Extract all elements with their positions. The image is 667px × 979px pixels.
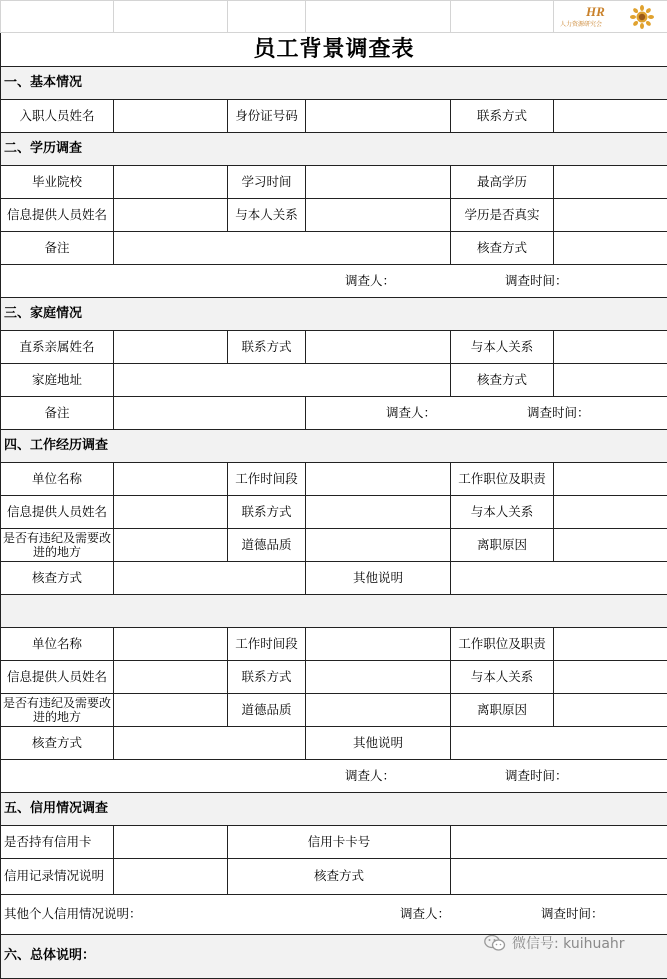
- label-credit-verify: 核查方式: [228, 859, 451, 895]
- input-other[interactable]: [451, 562, 667, 595]
- label-investigator: 调查人：: [1, 265, 451, 298]
- label-degree-true: 学历是否真实: [451, 199, 554, 232]
- input-informant[interactable]: [114, 199, 228, 232]
- label-violation: 是否有违纪及需要改进的地方: [1, 529, 114, 562]
- label-has-card: 是否持有信用卡: [1, 826, 114, 859]
- logo-subtitle: 人力资源研究会: [560, 19, 602, 28]
- label-other: 其他说明: [306, 727, 451, 760]
- page-title: 员工背景调查表: [1, 33, 667, 67]
- input-work-contact[interactable]: [306, 661, 451, 694]
- label-company: 单位名称: [1, 628, 114, 661]
- input-position[interactable]: [554, 463, 667, 496]
- cell[interactable]: [451, 1, 554, 33]
- label-family-verify: 核查方式: [451, 364, 554, 397]
- input-highest-degree[interactable]: [554, 166, 667, 199]
- label-credit-investigate-time: 调查时间：: [451, 895, 667, 935]
- label-morality: 道德品质: [228, 529, 306, 562]
- watermark: [484, 932, 625, 954]
- label-work-informant: 信息提供人员姓名: [1, 496, 114, 529]
- input-position[interactable]: [554, 628, 667, 661]
- label-family-contact: 联系方式: [228, 331, 306, 364]
- label-study-time: 学习时间: [228, 166, 306, 199]
- label-name: 入职人员姓名: [1, 100, 114, 133]
- section-header-summary: 六、总体说明：: [1, 935, 667, 979]
- input-verify-method[interactable]: [554, 232, 667, 265]
- section-header-family: 三、家庭情况: [1, 298, 667, 331]
- label-remark: 备注: [1, 232, 114, 265]
- input-work-contact[interactable]: [306, 496, 451, 529]
- label-company: 单位名称: [1, 463, 114, 496]
- input-family-verify[interactable]: [554, 364, 667, 397]
- input-work-relation[interactable]: [554, 661, 667, 694]
- logo: [558, 4, 658, 30]
- label-period: 工作时间段: [228, 628, 306, 661]
- input-work-informant[interactable]: [114, 496, 228, 529]
- label-address: 家庭地址: [1, 364, 114, 397]
- cell[interactable]: [306, 1, 451, 33]
- label-highest-degree: 最高学历: [451, 166, 554, 199]
- input-family-relation[interactable]: [554, 331, 667, 364]
- label-credit-investigator: 调查人：: [306, 895, 451, 935]
- label-school: 毕业院校: [1, 166, 114, 199]
- input-work-verify[interactable]: [114, 727, 306, 760]
- input-study-time[interactable]: [306, 166, 451, 199]
- label-work-investigate-time: 调查时间：: [451, 760, 667, 793]
- label-position: 工作职位及职责: [451, 628, 554, 661]
- logo-text: HR: [586, 4, 605, 20]
- label-period: 工作时间段: [228, 463, 306, 496]
- section-header-basic: 一、基本情况: [1, 67, 667, 100]
- input-has-card[interactable]: [114, 826, 228, 859]
- label-family-remark: 备注: [1, 397, 114, 430]
- label-relative-name: 直系亲属姓名: [1, 331, 114, 364]
- input-leave-reason[interactable]: [554, 694, 667, 727]
- input-work-informant[interactable]: [114, 661, 228, 694]
- label-id-number: 身份证号码: [228, 100, 306, 133]
- label-position: 工作职位及职责: [451, 463, 554, 496]
- section-header-credit: 五、信用情况调查: [1, 793, 667, 826]
- input-relation[interactable]: [306, 199, 451, 232]
- input-violation[interactable]: [114, 694, 228, 727]
- label-credit-record: 信用记录情况说明: [1, 859, 114, 895]
- label-card-no: 信用卡卡号: [228, 826, 451, 859]
- input-contact[interactable]: [554, 100, 667, 133]
- section-header-education: 二、学历调查: [1, 133, 667, 166]
- label-family-investigate-time: 调查时间：: [451, 397, 667, 430]
- input-violation[interactable]: [114, 529, 228, 562]
- cell[interactable]: [228, 1, 306, 33]
- label-work-contact: 联系方式: [228, 496, 306, 529]
- input-work-relation[interactable]: [554, 496, 667, 529]
- label-work-investigator: 调查人：: [1, 760, 451, 793]
- wechat-icon: [484, 934, 506, 952]
- input-card-no[interactable]: [451, 826, 667, 859]
- label-work-verify: 核查方式: [1, 562, 114, 595]
- input-family-remark[interactable]: [114, 397, 306, 430]
- label-family-relation: 与本人关系: [451, 331, 554, 364]
- input-address[interactable]: [114, 364, 451, 397]
- watermark-text: 微信号: kuihuahr: [512, 933, 625, 953]
- input-degree-true[interactable]: [554, 199, 667, 232]
- label-work-contact: 联系方式: [228, 661, 306, 694]
- label-other-credit: 其他个人信用情况说明：: [1, 895, 306, 935]
- label-relation: 与本人关系: [228, 199, 306, 232]
- input-remark[interactable]: [114, 232, 451, 265]
- label-verify-method: 核查方式: [451, 232, 554, 265]
- label-work-relation: 与本人关系: [451, 661, 554, 694]
- input-period[interactable]: [306, 628, 451, 661]
- cell[interactable]: [114, 1, 228, 33]
- input-other[interactable]: [451, 727, 667, 760]
- label-leave-reason: 离职原因: [451, 694, 554, 727]
- sunflower-icon: [630, 5, 654, 29]
- record-separator: [1, 595, 667, 628]
- cell[interactable]: [1, 1, 114, 33]
- input-id-number[interactable]: [306, 100, 451, 133]
- label-family-investigator: 调查人：: [306, 397, 451, 430]
- input-name[interactable]: [114, 100, 228, 133]
- input-period[interactable]: [306, 463, 451, 496]
- label-contact: 联系方式: [451, 100, 554, 133]
- input-family-contact[interactable]: [306, 331, 451, 364]
- input-morality[interactable]: [306, 694, 451, 727]
- input-credit-record[interactable]: [114, 859, 228, 895]
- input-company[interactable]: [114, 628, 228, 661]
- input-relative-name[interactable]: [114, 331, 228, 364]
- label-work-relation: 与本人关系: [451, 496, 554, 529]
- label-leave-reason: 离职原因: [451, 529, 554, 562]
- input-school[interactable]: [114, 166, 228, 199]
- input-company[interactable]: [114, 463, 228, 496]
- label-informant: 信息提供人员姓名: [1, 199, 114, 232]
- label-work-informant: 信息提供人员姓名: [1, 661, 114, 694]
- label-investigate-time: 调查时间：: [451, 265, 667, 298]
- label-violation: 是否有违纪及需要改进的地方: [1, 694, 114, 727]
- label-work-verify: 核查方式: [1, 727, 114, 760]
- label-morality: 道德品质: [228, 694, 306, 727]
- section-header-work: 四、工作经历调查: [1, 430, 667, 463]
- input-work-verify[interactable]: [114, 562, 306, 595]
- label-other: 其他说明: [306, 562, 451, 595]
- input-morality[interactable]: [306, 529, 451, 562]
- input-leave-reason[interactable]: [554, 529, 667, 562]
- input-credit-verify[interactable]: [451, 859, 667, 895]
